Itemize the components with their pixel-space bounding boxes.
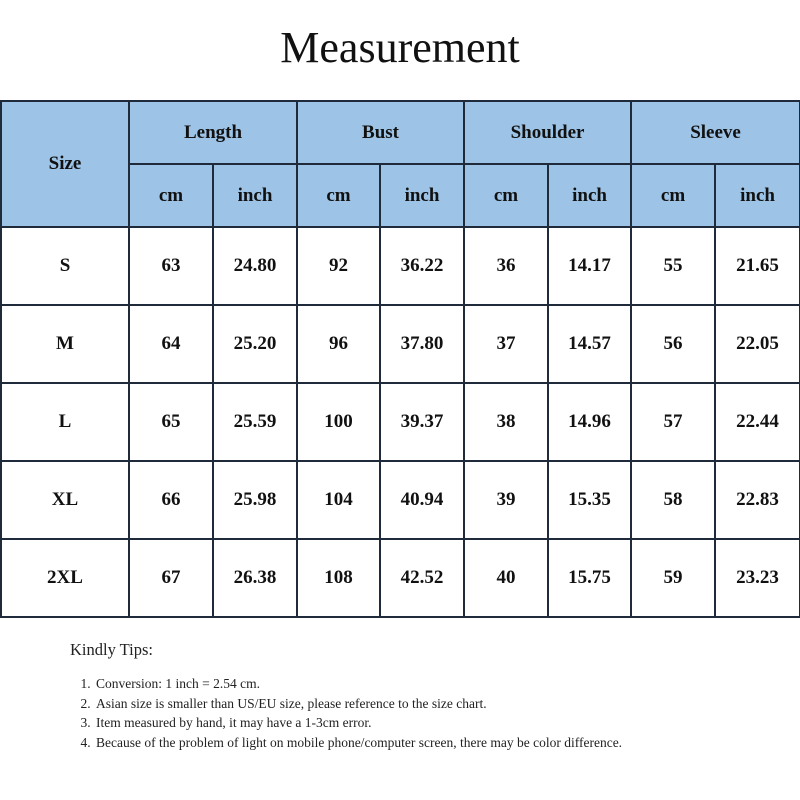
value-cell: 23.23 [715, 539, 800, 617]
size-header: Size [1, 101, 129, 227]
unit-header: cm [631, 164, 715, 227]
size-chart-table [0, 100, 800, 618]
value-cell: 96 [297, 305, 380, 383]
value-cell: 108 [297, 539, 380, 617]
value-cell: 40 [464, 539, 548, 617]
group-header-bust: Bust [297, 101, 464, 164]
value-cell: 37.80 [380, 305, 464, 383]
value-cell: 67 [129, 539, 213, 617]
value-cell: 14.17 [548, 227, 631, 305]
value-cell: 14.96 [548, 383, 631, 461]
unit-header: inch [213, 164, 297, 227]
value-cell: 25.20 [213, 305, 297, 383]
value-cell: 36 [464, 227, 548, 305]
value-cell: 22.83 [715, 461, 800, 539]
value-cell: 92 [297, 227, 380, 305]
unit-header: inch [380, 164, 464, 227]
value-cell: 59 [631, 539, 715, 617]
value-cell: 55 [631, 227, 715, 305]
unit-header: inch [715, 164, 800, 227]
value-cell: 100 [297, 383, 380, 461]
tips-list [70, 674, 720, 752]
value-cell: 65 [129, 383, 213, 461]
value-cell: 26.38 [213, 539, 297, 617]
value-cell: 58 [631, 461, 715, 539]
value-cell: 56 [631, 305, 715, 383]
value-cell: 36.22 [380, 227, 464, 305]
group-header-shoulder: Shoulder [464, 101, 631, 164]
size-cell: M [1, 305, 129, 383]
tip-item: 1. Conversion: 1 inch = 2.54 cm. [94, 674, 720, 694]
value-cell: 63 [129, 227, 213, 305]
size-cell: S [1, 227, 129, 305]
value-cell: 15.35 [548, 461, 631, 539]
tip-item: 3. Item measured by hand, it may have a 1-3cm error. [94, 713, 720, 733]
value-cell: 21.65 [715, 227, 800, 305]
value-cell: 25.59 [213, 383, 297, 461]
value-cell: 39 [464, 461, 548, 539]
value-cell: 64 [129, 305, 213, 383]
value-cell: 66 [129, 461, 213, 539]
value-cell: 40.94 [380, 461, 464, 539]
table-row [1, 383, 800, 461]
value-cell: 25.98 [213, 461, 297, 539]
header-row [1, 101, 800, 164]
size-cell: 2XL [1, 539, 129, 617]
value-cell: 104 [297, 461, 380, 539]
table-row [1, 461, 800, 539]
value-cell: 15.75 [548, 539, 631, 617]
size-cell: L [1, 383, 129, 461]
tip-item: 2. Asian size is smaller than US/EU size, please reference to the size chart. [94, 694, 720, 714]
page-title: Measurement [280, 23, 520, 72]
group-header-sleeve: Sleeve [631, 101, 800, 164]
value-cell: 14.57 [548, 305, 631, 383]
table-row [1, 539, 800, 617]
value-cell: 42.52 [380, 539, 464, 617]
value-cell: 57 [631, 383, 715, 461]
table-row [1, 305, 800, 383]
value-cell: 38 [464, 383, 548, 461]
value-cell: 39.37 [380, 383, 464, 461]
tip-item: 4. Because of the problem of light on mobile phone/computer screen, there may be color difference. [94, 733, 720, 753]
unit-header: cm [297, 164, 380, 227]
value-cell: 37 [464, 305, 548, 383]
value-cell: 22.05 [715, 305, 800, 383]
unit-header: inch [548, 164, 631, 227]
table-row [1, 227, 800, 305]
unit-header: cm [464, 164, 548, 227]
value-cell: 22.44 [715, 383, 800, 461]
value-cell: 24.80 [213, 227, 297, 305]
size-cell: XL [1, 461, 129, 539]
unit-header: cm [129, 164, 213, 227]
tips-section [70, 640, 720, 752]
group-header-length: Length [129, 101, 297, 164]
tips-title: Kindly Tips: [70, 640, 153, 659]
